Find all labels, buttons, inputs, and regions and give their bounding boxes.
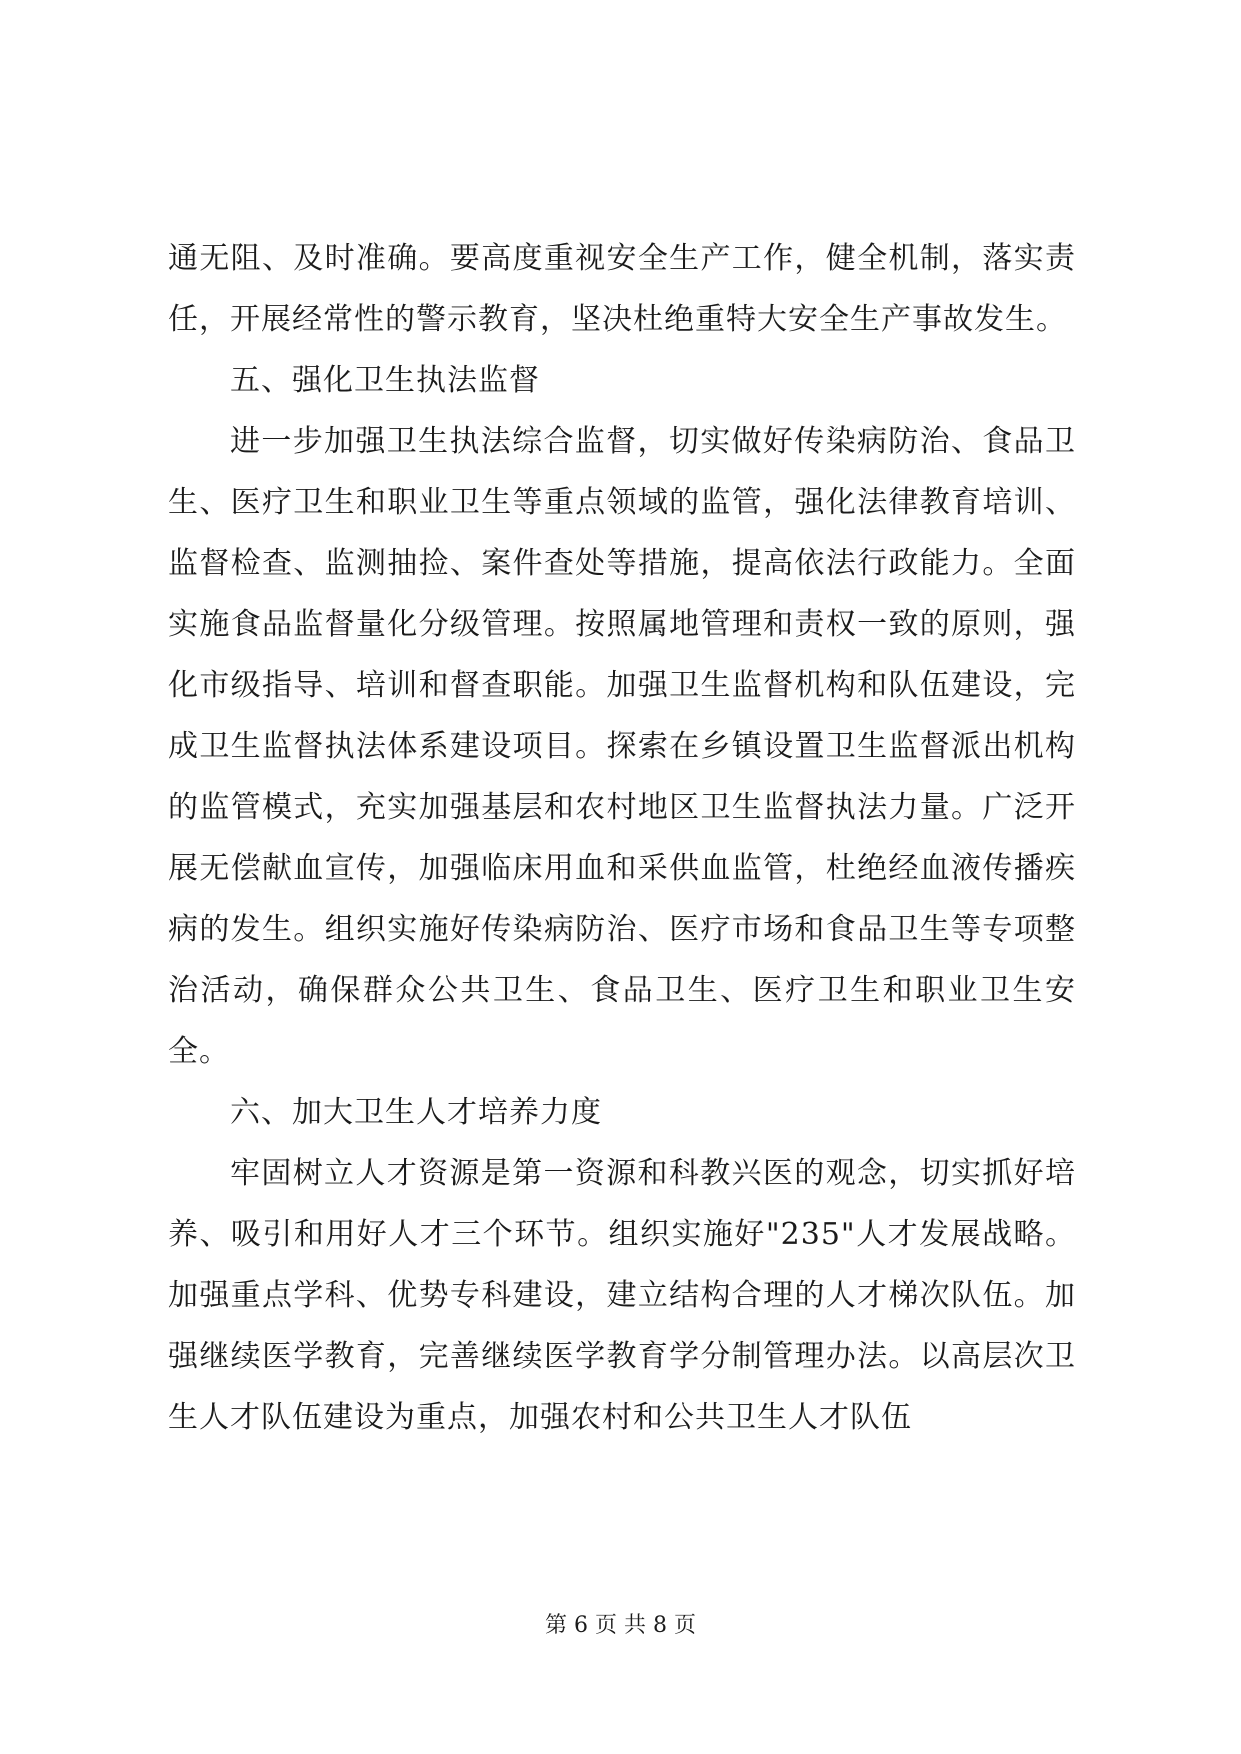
- section-heading-5: 五、强化卫生执法监督: [230, 363, 540, 398]
- paragraph-continuation: 通无阻、及时准确。要高度重视安全生产工作，健全机制，落实责任，开展经常性的警示教育，坚决杜绝重特大安全生产事故发生。: [168, 241, 1076, 337]
- document-body: [168, 228, 1076, 1448]
- section-heading-6: 六、加大卫生人才培养力度: [230, 1095, 602, 1130]
- page-number-footer: 第 6 页 共 8 页: [545, 1613, 696, 1638]
- paragraph-health-law-enforcement: 进一步加强卫生执法综合监督，切实做好传染病防治、食品卫生、医疗卫生和职业卫生等重点领域的监管，强化法律教育培训、监督检查、监测抽捡、案件查处等措施，提高依法行政能力。全面实施食品监督量化分级管理。按照属地管理和责权一致的原则，强化市级指导、培训和督查职能。加强卫生监督机构和队伍建设，完成卫生监督执法体系建设项目。探索在乡镇设置卫生监督派出机构的监管模式，充实加强基层和农村地区卫生监督执法力量。广泛开展无偿献血宣传，加强临床用血和采供血监管，杜绝经血液传播疾病的发生。组织实施好传染病防治、医疗市场和食品卫生等专项整治活动，确保群众公共卫生、食品卫生、医疗卫生和职业卫生安全。: [168, 424, 1076, 1069]
- paragraph-talent-cultivation: 牢固树立人才资源是第一资源和科教兴医的观念，切实抓好培养、吸引和用好人才三个环节。组织实施好"235"人才发展战略。加强重点学科、优势专科建设，建立结构合理的人才梯次队伍。加强继续医学教育，完善继续医学教育学分制管理办法。以高层次卫生人才队伍建设为重点，加强农村和公共卫生人才队伍: [168, 1156, 1076, 1435]
